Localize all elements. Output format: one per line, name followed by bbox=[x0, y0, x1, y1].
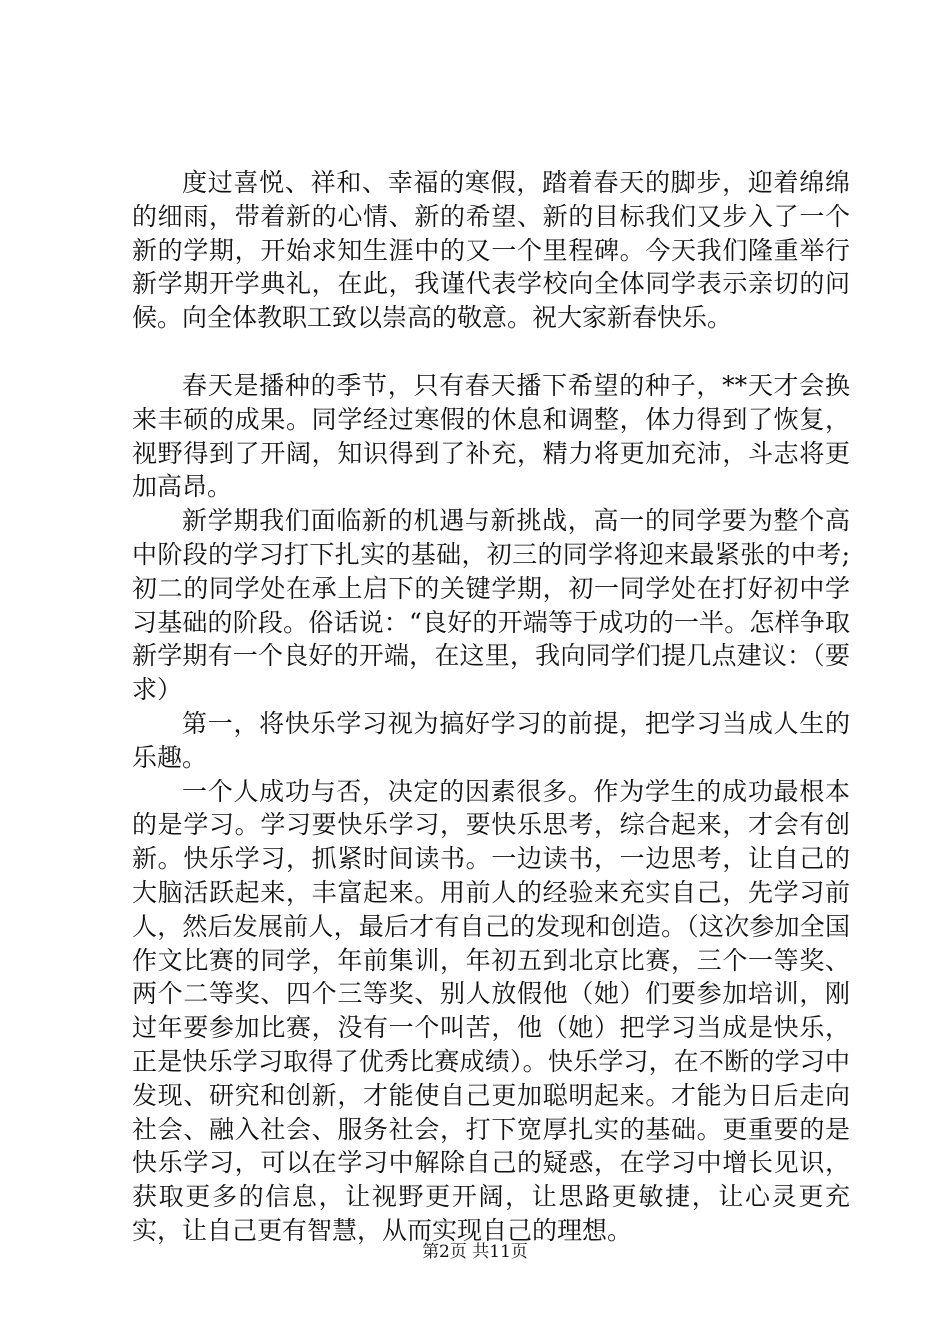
paragraph-spring: 春天是播种的季节，只有春天播下希望的种子，**天才会换来丰硕的成果。同学经过寒假的休息和调整，体力得到了恢复，视野得到了开阔，知识得到了补充，精力将更加充沛，斗志将更加高昂。 bbox=[132, 370, 850, 502]
paragraph-opening: 度过喜悦、祥和、幸福的寒假，踏着春天的脚步，迎着绵绵的细雨，带着新的心情、新的希望、新的目标我们又步入了一个新的学期，开始求知生涯中的又一个里程碑。今天我们隆重举行新学期开学典礼，在此，我谨代表学校向全体同学表示亲切的问候。向全体教职工致以崇高的敬意。祝大家新春快乐。 bbox=[132, 168, 850, 333]
paragraph-new-term: 新学期我们面临新的机遇与新挑战，高一的同学要为整个高中阶段的学习打下扎实的基础，初三的同学将迎来最紧张的中考;初二的同学处在承上启下的关键学期，初一同学处在打好初中学习基础的阶段。俗话说：“良好的开端等于成功的一半。怎样争取新学期有一个良好的开端，在这里，我向同学们提几点建议：（要求） bbox=[132, 506, 850, 705]
paragraph-happy-learning: 一个人成功与否，决定的因素很多。作为学生的成功最根本的是学习。学习要快乐学习，要快乐思考，综合起来，才会有创新。快乐学习，抓紧时间读书。一边读书，一边思考，让自己的大脑活跃起来，丰富起来。用前人的经验来充实自己，先学习前人，然后发展前人，最后才有自己的发现和创造。（这次参加全国作文比赛的同学，年前集训，年初五到北京比赛，三个一等奖、两个二等奖、四个三等奖、别人放假他（她）们要参加培训，刚过年要参加比赛，没有一个叫苦，他（她）把学习当成是快乐，正是快乐学习取得了优秀比赛成绩）。快乐学习，在不断的学习中发现、研究和创新，才能使自己更加聪明起来。才能为日后走向社会、融入社会、服务社会，打下宽厚扎实的基础。更重要的是快乐学习，可以在学习中解除自己的疑惑，在学习中增长见识，获取更多的信息，让视野更开阔，让思路更敏捷，让心灵更充实，让自己更有智慧，从而实现自己的理想。 bbox=[132, 776, 850, 1245]
document-body bbox=[132, 166, 850, 1248]
page-footer: 第2页 共11页 bbox=[422, 1242, 528, 1262]
paragraph-point-one: 第一，将快乐学习视为搞好学习的前提，把学习当成人生的乐趣。 bbox=[132, 708, 850, 772]
